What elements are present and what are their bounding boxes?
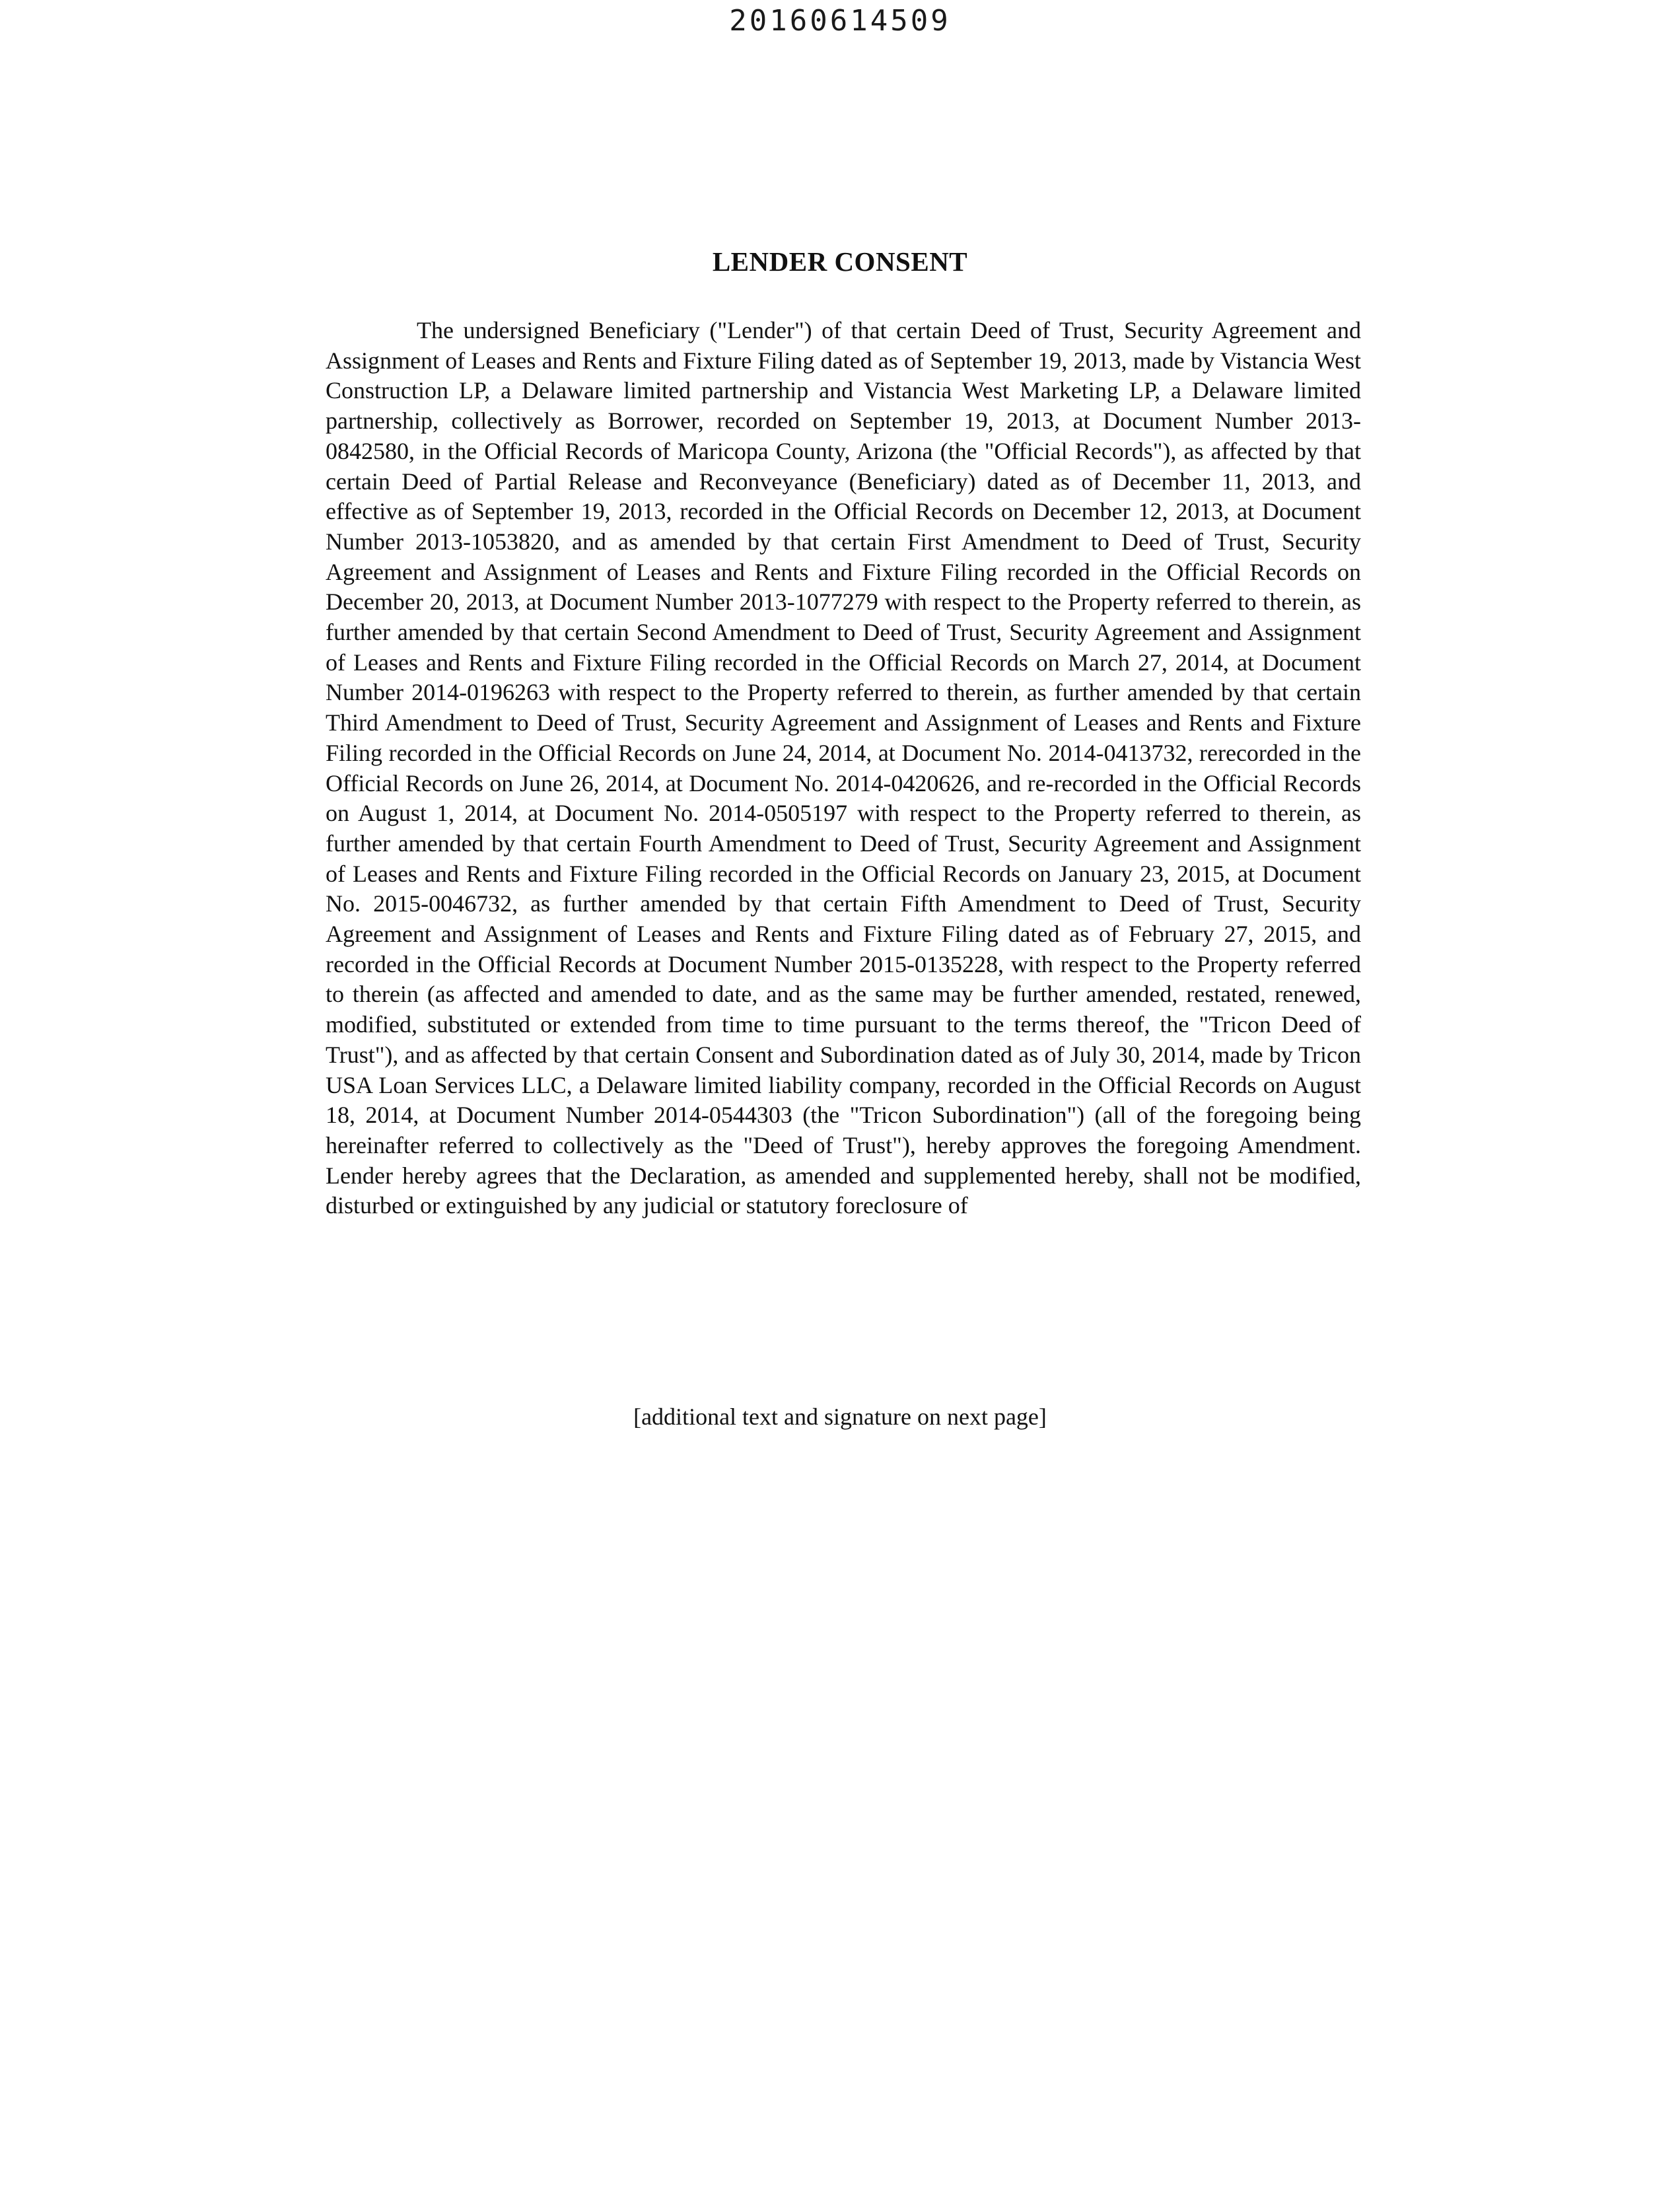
document-title: LENDER CONSENT	[712, 246, 968, 277]
consent-paragraph: The undersigned Beneficiary ("Lender") of that certain Deed of Trust, Security Agreement and Assignment of Leases and Rents and Fixture Filing dated as of September 19, 2013, made by Vistancia West Construction LP, a Delaware limited partnership and Vistancia West Marketing LP, a Delaware limited partnership, collectively as Borrower, recorded on September 19, 2013, at Document Number 2013-0842580, in the Official Records of Maricopa County, Arizona (the "Official Records"), as affected by that certain Deed of Partial Release and Reconveyance (Beneficiary) dated as of December 11, 2013, and effective as of September 19, 2013, recorded in the Official Records on December 12, 2013, at Document Number 2013-1053820, and as amended by that certain First Amendment to Deed of Trust, Security Agreement and Assignment of Leases and Rents and Fixture Filing recorded in the Official Records on December 20, 2013, at Document Number 2013-1077279 with respect to the Property referred to therein, as further amended by that certain Second Amendment to Deed of Trust, Security Agreement and Assignment of Leases and Rents and Fixture Filing recorded in the Official Records on March 27, 2014, at Document Number 2014-0196263 with respect to the Property referred to therein, as further amended by that certain Third Amendment to Deed of Trust, Security Agreement and Assignment of Leases and Rents and Fixture Filing recorded in the Official Records on June 24, 2014, at Document No. 2014-0413732, rerecorded in the Official Records on June 26, 2014, at Document No. 2014-0420626, and re-recorded in the Official Records on August 1, 2014, at Document No. 2014-0505197 with respect to the Property referred to therein, as further amended by that certain Fourth Amendment to Deed of Trust, Security Agreement and Assignment of Leases and Rents and Fixture Filing recorded in the Official Records on January 23, 2015, at Document No. 2015-0046732, as further amended by that certain Fifth Amendment to Deed of Trust, Security Agreement and Assignment of Leases and Rents and Fixture Filing dated as of February 27, 2015, and recorded in the Official Records at Document Number 2015-0135228, with respect to the Property referred to therein (as affected and amended to date, and as the same may be further amended, restated, renewed, modified, substituted or extended from time to time pursuant to the terms thereof, the "Tricon Deed of Trust"), and as affected by that certain Consent and Subordination dated as of July 30, 2014, made by Tricon USA Loan Services LLC, a Delaware limited liability company, recorded in the Official Records on August 18, 2014, at Document Number 2014-0544303 (the "Tricon Subordination") (all of the foregoing being hereinafter referred to collectively as the "Deed of Trust"), hereby approves the foregoing Amendment. Lender hereby agrees that the Declaration, as amended and supplemented hereby, shall not be modified, disturbed or extinguished by any judicial or statutory foreclosure of	[326, 317, 1361, 1219]
recording-document-number: 20160614509	[729, 4, 951, 38]
continuation-note: [additional text and signature on next page]	[633, 1403, 1047, 1430]
